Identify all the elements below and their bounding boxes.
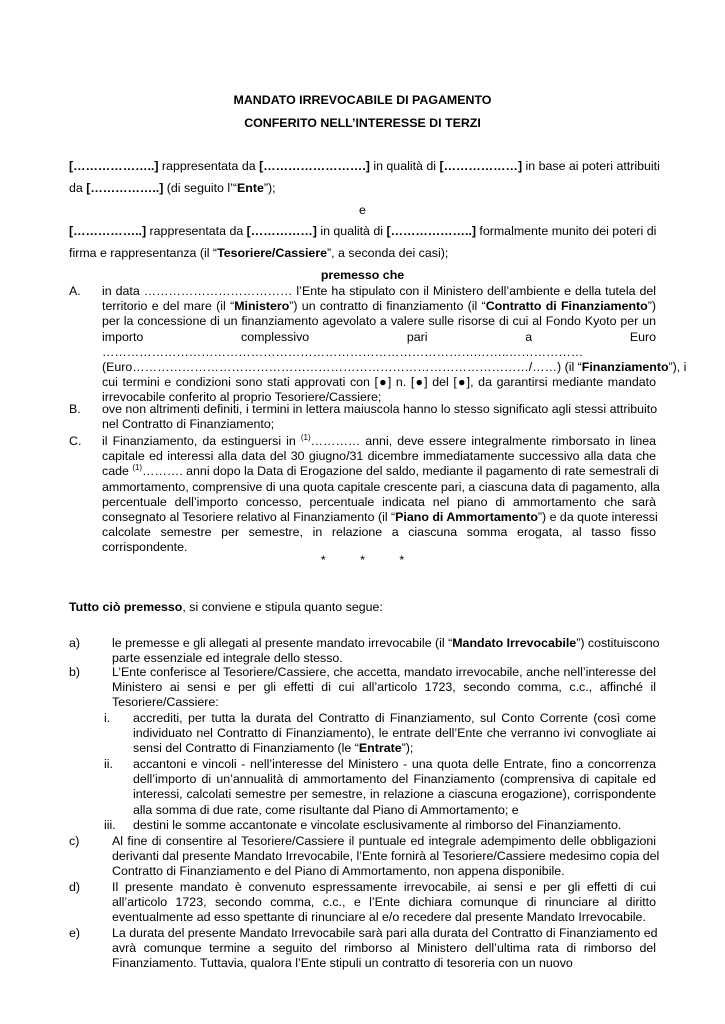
party1-line1 — [69, 159, 660, 173]
party2-text: in qualità di — [316, 224, 387, 238]
premise-line: in data ……………………………… l’Ente ha stipulato con il Ministero dell’ambiente e della tutela del — [102, 284, 656, 298]
premesso-heading: premesso che — [320, 268, 405, 282]
tutto-premesso-bold: Tutto ciò premesso — [69, 600, 183, 614]
party1-placeholder-powers: [……………..] — [86, 181, 164, 195]
subclause-line: individuato nel Contratto di Finanziamento), le entrate dell’Ente che verranno ivi convogliate ai — [133, 726, 656, 741]
party1-text: ”); — [263, 181, 276, 195]
clause-label: d) — [69, 880, 81, 894]
premise-line: cade $^{(1)}$………. anni dopo la Data di Erogazione del saldo, mediante il pagamento di rate semestrali di — [102, 463, 659, 479]
clause-line: all’articolo 1723, secondo comma, c.c., e l’Ente dichiara comunque di rinunciare al diritto — [112, 895, 656, 910]
subclause-line: accantoni e vincoli - nell’interesse del Ministero - una quota delle Entrate, fino a concorrenza — [133, 757, 656, 771]
premise-line: corrispondente. — [102, 540, 188, 555]
subclause-line: alla somma di due rate, come risultante dal Piano di Ammortamento; e — [133, 802, 519, 817]
premise-label: A. — [69, 284, 81, 298]
premise-label: B. — [69, 402, 81, 416]
clause-line: eventualmente ad esso spettante di rinunciare al e/o recedere dal presente Mandato Irrevocabile. — [112, 910, 646, 925]
party2-line1 — [69, 224, 656, 238]
clause-line: Tesoriere/Cassiere: — [112, 695, 219, 710]
party1-text: in base ai poteri attribuiti — [522, 159, 660, 173]
premise-line: territorio e del mare (il “Ministero”) un contratto di finanziamento (il “Contratto di Finanziamento”) — [102, 299, 656, 314]
premise-line: il Finanziamento, da estinguersi in $^{(1)}$………… anni, deve essere integralmente rimborsato in linea — [102, 432, 657, 448]
tutto-premesso-line — [69, 600, 383, 614]
premise-line: nel Contratto di Finanziamento; — [102, 417, 275, 432]
clause-line: Finanziamento. Tuttavia, qualora l’Ente stipuli un contratto di tesoreria con un nuovo — [112, 956, 573, 971]
clause-label: e) — [69, 926, 81, 940]
subclause-label: iii. — [104, 818, 116, 832]
party2-placeholder-name: [……………..] — [69, 224, 147, 238]
subclause-line: sensi del Contratto di Finanziamento (le “Entrate”); — [133, 741, 414, 756]
premise-line: (Euro……………………………………………………………………………………/……) (il “Finanziamento”), i — [102, 360, 687, 374]
document-title: MANDATO IRREVOCABILE DI PAGAMENTO — [233, 93, 492, 107]
clause-label: c) — [69, 834, 80, 848]
premise-line: percentuale dell’importo concesso, percentuale indicata nel piano di ammortamento che sarà — [102, 494, 656, 509]
party1-placeholder-role: [………………] — [439, 159, 523, 173]
party1-text: da — [69, 181, 87, 195]
clause-line: le premesse e gli allegati al presente mandato irrevocabile (il “Mandato Irrevocabile”) costituiscono — [112, 636, 660, 650]
subclause-line: accrediti, per tutta la durata del Contratto di Finanziamento, sul Conto Corrente (così come — [133, 711, 656, 725]
premise-line: ammortamento, comprensive di una quota capitale crescente pari, a ciascuna data di pagamento, alla — [102, 479, 660, 494]
premise-line: consegnato al Tesoriere relativo al Finanziamento (il “Piano di Ammortamento”) e da quote interessi — [102, 510, 658, 524]
party2-placeholder-rep: [……………] — [246, 224, 317, 238]
party2-text: ”, a seconda dei casi); — [327, 246, 449, 260]
clause-line: Contratto di Finanziamento e del Piano di Ammortamento, non appena disponibile. — [112, 864, 565, 879]
clause-label: b) — [69, 665, 81, 679]
subclause-label: i. — [104, 711, 111, 725]
clause-line: La durata del presente Mandato Irrevocabile sarà pari alla durata del Contratto di Finanziamento ed — [112, 926, 658, 940]
premise-line: ove non altrimenti definiti, i termini in lettera maiuscola hanno lo stesso significato agli stessi attribuito — [102, 402, 658, 416]
premise-line: capitale ed interessi alla data del 30 giugno/31 dicembre immediatamente successivo alla data che — [102, 449, 656, 464]
party1-placeholder-rep: […………………….] — [259, 159, 370, 173]
party1-text: in qualità di — [369, 159, 440, 173]
party1-text: (di seguito l’“ — [163, 181, 238, 195]
party1-defined-term: Ente — [237, 181, 264, 195]
section-separator — [0, 553, 725, 567]
subclause-line: destini le somme accantonate e vincolate esclusivamente al rimborso del Finanziamento. — [133, 818, 622, 832]
premise-label: C. — [69, 434, 82, 448]
and-separator: e — [359, 203, 366, 217]
clause-line: derivanti dal presente Mandato Irrevocabile, l’Ente fornirà al Tesoriere/Cassiere medesimo copia del — [112, 849, 660, 864]
premise-line: calcolate semestre per semestre, in relazione a ciascuna somma erogata, al tasso fisso — [102, 525, 656, 540]
clause-line: Al fine di consentire al Tesoriere/Cassiere il puntuale ed integrale adempimento delle obbligazioni — [112, 834, 656, 848]
clause-line: Il presente mandato è convenuto espressamente irrevocabile, ai sensi e per gli effetti di cui — [112, 880, 656, 894]
clause-line: L’Ente conferisce al Tesoriere/Cassiere, che accetta, mandato irrevocabile, anche nell’interesse del — [112, 665, 656, 679]
clause-label: a) — [69, 636, 81, 650]
party2-text: rappresentata da — [146, 224, 247, 238]
premise-line: ……………………………………………………………………………….……..……………… — [102, 344, 584, 359]
premise-line: per la concessione di un finanziamento agevolato a valere sulle risorse di cui al Fondo Kyoto per un — [102, 314, 656, 329]
party2-line2 — [69, 246, 448, 260]
document-subtitle: CONFERITO NELL’INTERESSE DI TERZI — [244, 116, 481, 130]
premise-line: irrevocabile conferito al proprio Tesoriere/Cassiere; — [102, 390, 382, 405]
clause-line: parte essenziale ed integrale dello stesso. — [112, 651, 343, 666]
party1-placeholder-name: [………………..] — [69, 159, 159, 173]
party2-text: formalmente munito dei poteri di — [475, 224, 657, 238]
party1-text: rappresentata da — [158, 159, 260, 173]
subclause-line: interessi, calcolati semestre per semestre, in relazione a ciascuna erogazione), corrispondente — [133, 787, 656, 802]
subclause-line: dell’importo di un’annualità di ammortamento del Finanziamento (comprensiva di capitale ed — [133, 772, 656, 787]
subclause-label: ii. — [104, 757, 113, 771]
premise-line: importo complessivo pari a Euro — [102, 329, 656, 344]
clause-line: Ministero ai sensi e per gli effetti di cui all’articolo 1723, secondo comma, c.c., affinché il — [112, 680, 656, 695]
tutto-premesso-text: , si conviene e stipula quanto segue: — [182, 600, 383, 614]
party2-text: firma e rappresentanza (il “ — [69, 246, 218, 260]
premise-line: cui termini e condizioni sono stati approvati con [●] n. [●] del [●], da garantirsi mediante mandato — [102, 375, 656, 390]
party2-placeholder-role: [………………..] — [386, 224, 476, 238]
clause-line: avrà comunque termine a seguito del rimborso al Ministero dell’ultima rata di rimborso del — [112, 941, 656, 956]
asterisk-separator: * * * — [320, 553, 405, 567]
party1-line2 — [69, 181, 276, 195]
party2-defined-term: Tesoriere/Cassiere — [217, 246, 328, 260]
